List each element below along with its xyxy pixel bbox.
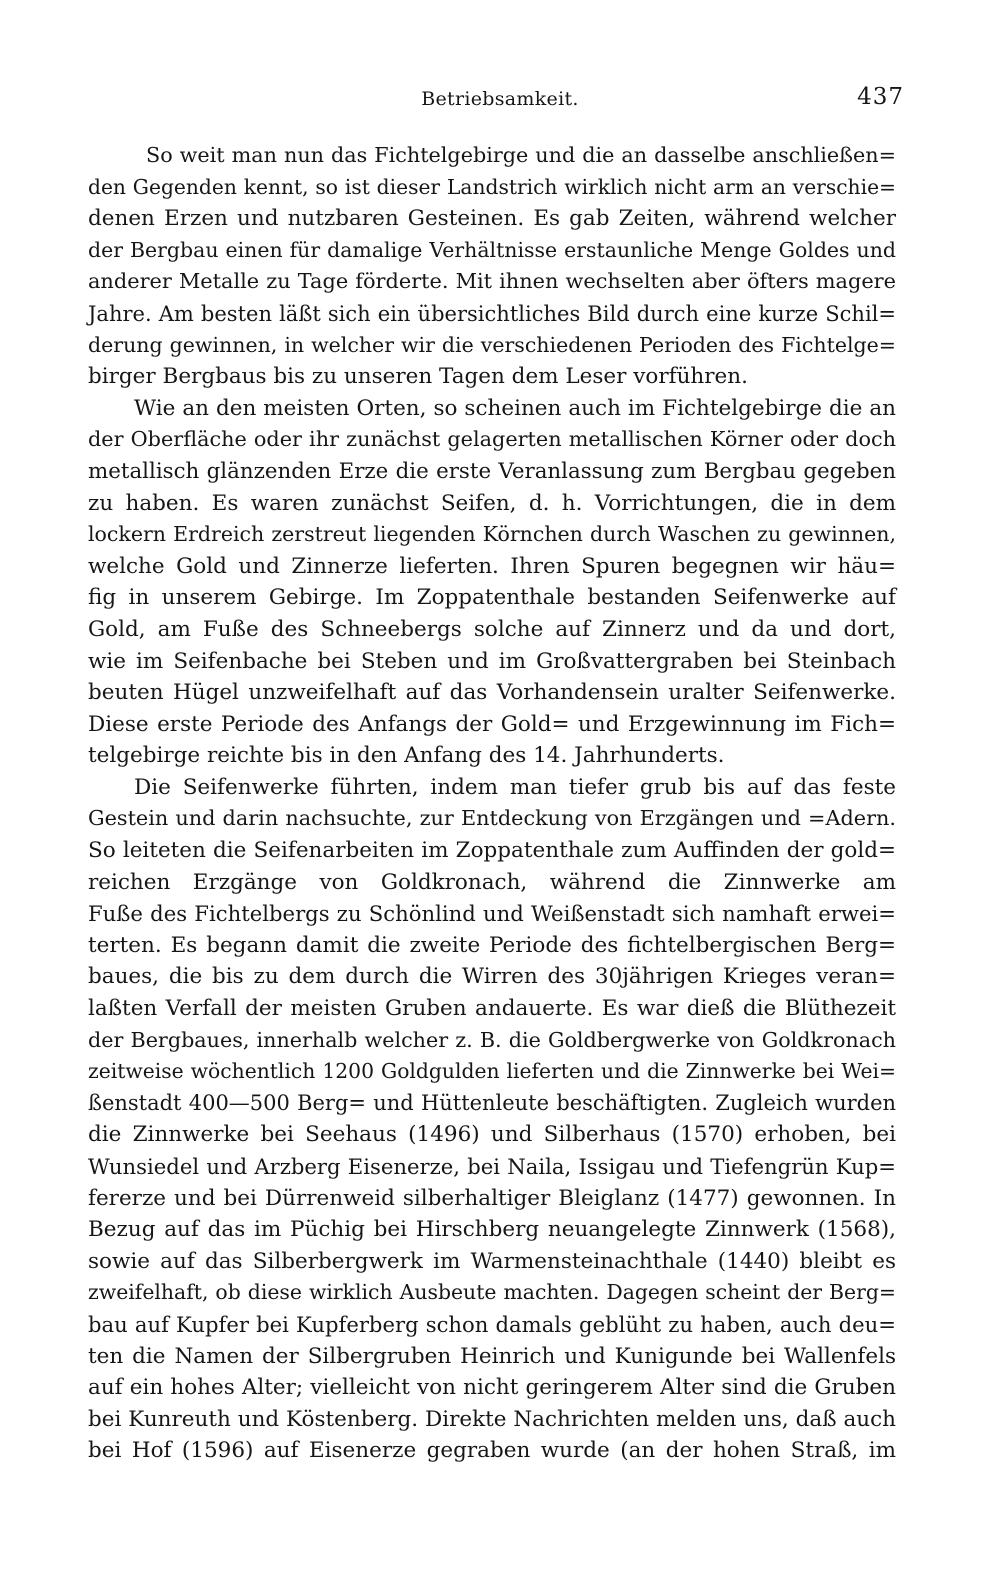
text-line: metallisch glänzenden Erze die erste Veranlassung zum Bergbau gegeben — [88, 458, 896, 484]
text-line: zu haben. Es waren zunächst Seifen, d. h. Vorrichtungen, die in dem — [88, 490, 896, 516]
text-line: Wunsiedel und Arzberg Eisenerze, bei Naila, Issigau und Tiefengrün Kup= — [88, 1154, 896, 1179]
text-line: ßenstadt 400—500 Berg= und Hüttenleute beschäftigten. Zugleich wurden — [88, 1090, 896, 1115]
text-line: lockern Erdreich zerstreut liegenden Körnchen durch Waschen zu gewinnen, — [88, 522, 896, 547]
text-line: derung gewinnen, in welcher wir die verschiedenen Perioden des Fichtelge= — [88, 332, 896, 357]
text-line: Fuße des Fichtelbergs zu Schönlind und Weißenstadt sich namhaft erwei= — [88, 901, 896, 927]
text-line: der Bergbau einen für damalige Verhältnisse erstaunliche Menge Goldes und — [88, 237, 896, 262]
text-line: ten die Namen der Silbergruben Heinrich und Kunigunde bei Wallenfels — [88, 1343, 896, 1369]
text-line: der Oberfläche oder ihr zunächst gelagerten metallischen Körner oder doch — [88, 427, 896, 452]
text-line: zeitweise wöchentlich 1200 Goldgulden lieferten und die Zinnwerke bei Wei= — [88, 1059, 896, 1084]
text-line: So leiteten die Seifenarbeiten im Zoppatenthale zum Auffinden der gold= — [88, 838, 896, 864]
text-line: bei Hof (1596) auf Eisenerze gegraben wurde (an der hohen Straß, im — [88, 1438, 896, 1464]
running-title: Betriebsamkeit. — [421, 88, 579, 110]
text-line: zweifelhaft, ob diese wirklich Ausbeute machten. Dagegen scheint der Berg= — [88, 1280, 896, 1305]
text-line: telgebirge reichte bis in den Anfang des 14. Jahrhunderts. — [88, 743, 725, 769]
text-line: denen Erzen und nutzbaren Gesteinen. Es gab Zeiten, während welcher — [88, 206, 896, 232]
page-number: 437 — [857, 84, 904, 110]
text-line: Diese erste Periode des Anfangs der Gold= und Erzgewinnung im Fich= — [88, 711, 896, 737]
text-line: Die Seifenwerke führten, indem man tiefer grub bis auf das feste — [134, 774, 896, 800]
text-line: So weit man nun das Fichtelgebirge und die an dasselbe anschließen= — [146, 143, 896, 167]
text-line: welche Gold und Zinnerze lieferten. Ihren Spuren begegnen wir häu= — [88, 553, 896, 579]
text-line: bei Kunreuth und Köstenberg. Direkte Nachrichten melden uns, daß auch — [88, 1406, 896, 1432]
text-line: fig in unserem Gebirge. Im Zoppatenthale bestanden Seifenwerke auf — [88, 585, 896, 611]
text-line: Bezug auf das im Püchig bei Hirschberg neuangelegte Zinnwerk (1568), — [88, 1217, 896, 1243]
text-line: wie im Seifenbache bei Steben und im Großvattergraben bei Steinbach — [88, 648, 896, 674]
text-line: baues, die bis zu dem durch die Wirren des 30jährigen Krieges veran= — [88, 964, 896, 990]
running-head — [0, 84, 1000, 118]
text-line: sowie auf das Silberbergwerk im Warmensteinachthale (1440) bleibt es — [88, 1248, 896, 1274]
text-line: Gestein und darin nachsuchte, zur Entdeckung von Erzgängen und =Adern. — [88, 806, 896, 831]
text-line: Jahre. Am besten läßt sich ein übersichtliches Bild durch eine kurze Schil= — [88, 300, 896, 326]
text-line: die Zinnwerke bei Seehaus (1496) und Silberhaus (1570) erhoben, bei — [88, 1122, 896, 1148]
text-line: birger Bergbaus bis zu unseren Tagen dem Leser vorführen. — [88, 364, 748, 390]
text-line: Gold, am Fuße des Schneebergs solche auf Zinnerz und da und dort, — [88, 616, 896, 642]
text-line: bau auf Kupfer bei Kupferberg schon damals geblüht zu haben, auch deu= — [88, 1311, 896, 1337]
text-line: reichen Erzgänge von Goldkronach, während die Zinnwerke am — [88, 869, 896, 895]
text-line: anderer Metalle zu Tage förderte. Mit ihnen wechselten aber öfters magere — [88, 269, 896, 294]
body-text — [88, 140, 896, 1467]
text-line: Wie an den meisten Orten, so scheinen auch im Fichtelgebirge die an — [134, 395, 896, 421]
text-line: fererze und bei Dürrenweid silberhaltiger Bleiglanz (1477) gewonnen. In — [88, 1185, 896, 1211]
text-line: der Bergbaues, innerhalb welcher z. B. die Goldbergwerke von Goldkronach — [88, 1027, 896, 1052]
text-line: laßten Verfall der meisten Gruben andauerte. Es war dieß die Blüthezeit — [88, 996, 896, 1022]
text-line: den Gegenden kennt, so ist dieser Landstrich wirklich nicht arm an verschie= — [88, 174, 896, 199]
text-line: beuten Hügel unzweifelhaft auf das Vorhandensein uralter Seifenwerke. — [88, 680, 896, 706]
text-line: terten. Es begann damit die zweite Periode des fichtelbergischen Berg= — [88, 932, 896, 958]
text-line: auf ein hohes Alter; vielleicht von nicht geringerem Alter sind die Gruben — [88, 1375, 896, 1401]
